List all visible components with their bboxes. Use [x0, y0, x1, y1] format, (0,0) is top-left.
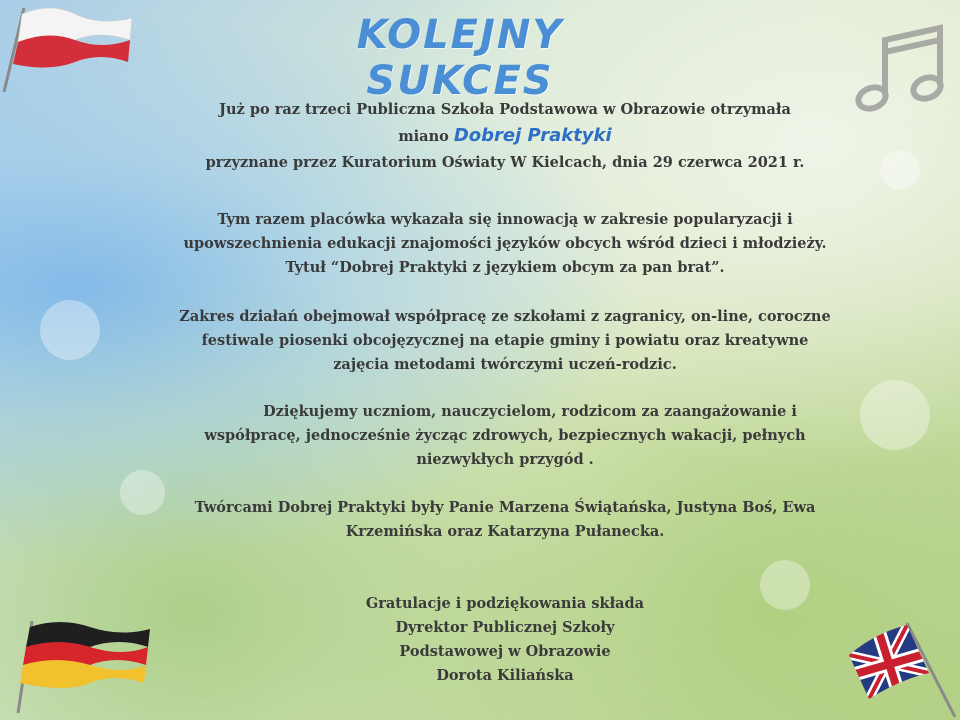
paragraph-line: zajęcia metodami twórczymi uczeń-rodzic. — [333, 356, 677, 373]
intro-prefix: miano — [398, 128, 454, 145]
paragraph-line: Tym razem placówka wykazała się innowacją w zakresie popularyzacji i — [217, 211, 793, 228]
signature-block — [140, 592, 870, 688]
intro-line — [140, 122, 870, 151]
background-bokeh — [880, 150, 920, 190]
highlight-title: Dobrej Praktyki — [453, 125, 612, 146]
paragraph-line: Dziękujemy uczniom, nauczycielom, rodzicom za zaangażowanie i — [263, 403, 797, 420]
polish-flag-icon — [0, 0, 140, 95]
paragraph-line: współpracę, jednocześnie życząc zdrowych, bezpiecznych wakacji, pełnych — [204, 427, 806, 444]
paragraph-line: niezwykłych przygód . — [416, 451, 594, 468]
signature-line: Podstawowej w Obrazowie — [399, 643, 611, 660]
activities-paragraph — [140, 305, 870, 377]
intro-line: Już po raz trzeci Publiczna Szkoła Podstawowa w Obrazowie otrzymała — [219, 101, 791, 118]
page-title: KOLEJNY SUKCES — [356, 12, 564, 104]
paragraph-line: Twórcami Dobrej Praktyki były Panie Marzena Świątańska, Justyna Boś, Ewa — [194, 499, 816, 516]
signature-line: Dorota Kiliańska — [436, 667, 574, 684]
signature-line: Gratulacje i podziękowania składa — [365, 595, 645, 612]
intro-line: przyznane przez Kuratorium Oświaty W Kielcach, dnia 29 czerwca 2021 r. — [205, 154, 805, 171]
signature-line: Dyrektor Publicznej Szkoły — [395, 619, 615, 636]
thanks-paragraph — [140, 400, 870, 472]
innovation-paragraph — [140, 208, 870, 280]
german-flag-icon — [10, 615, 160, 715]
paragraph-line: Zakres działań obejmował współpracę ze szkołami z zagranicy, on-line, coroczne — [179, 308, 831, 325]
paragraph-line: upowszechnienia edukacji znajomości języków obcych wśród dzieci i młodzieży. — [183, 235, 827, 252]
paragraph-line: Tytuł “Dobrej Praktyki z językiem obcym za pan brat”. — [285, 259, 725, 276]
background-bokeh — [860, 380, 930, 450]
intro-paragraph — [140, 98, 870, 175]
paragraph-line: festiwale piosenki obcojęzycznej na etapie gminy i powiatu oraz kreatywne — [201, 332, 809, 349]
background-bokeh — [40, 300, 100, 360]
authors-paragraph — [140, 496, 870, 544]
paragraph-line: Krzemińska oraz Katarzyna Pułanecka. — [345, 523, 665, 540]
